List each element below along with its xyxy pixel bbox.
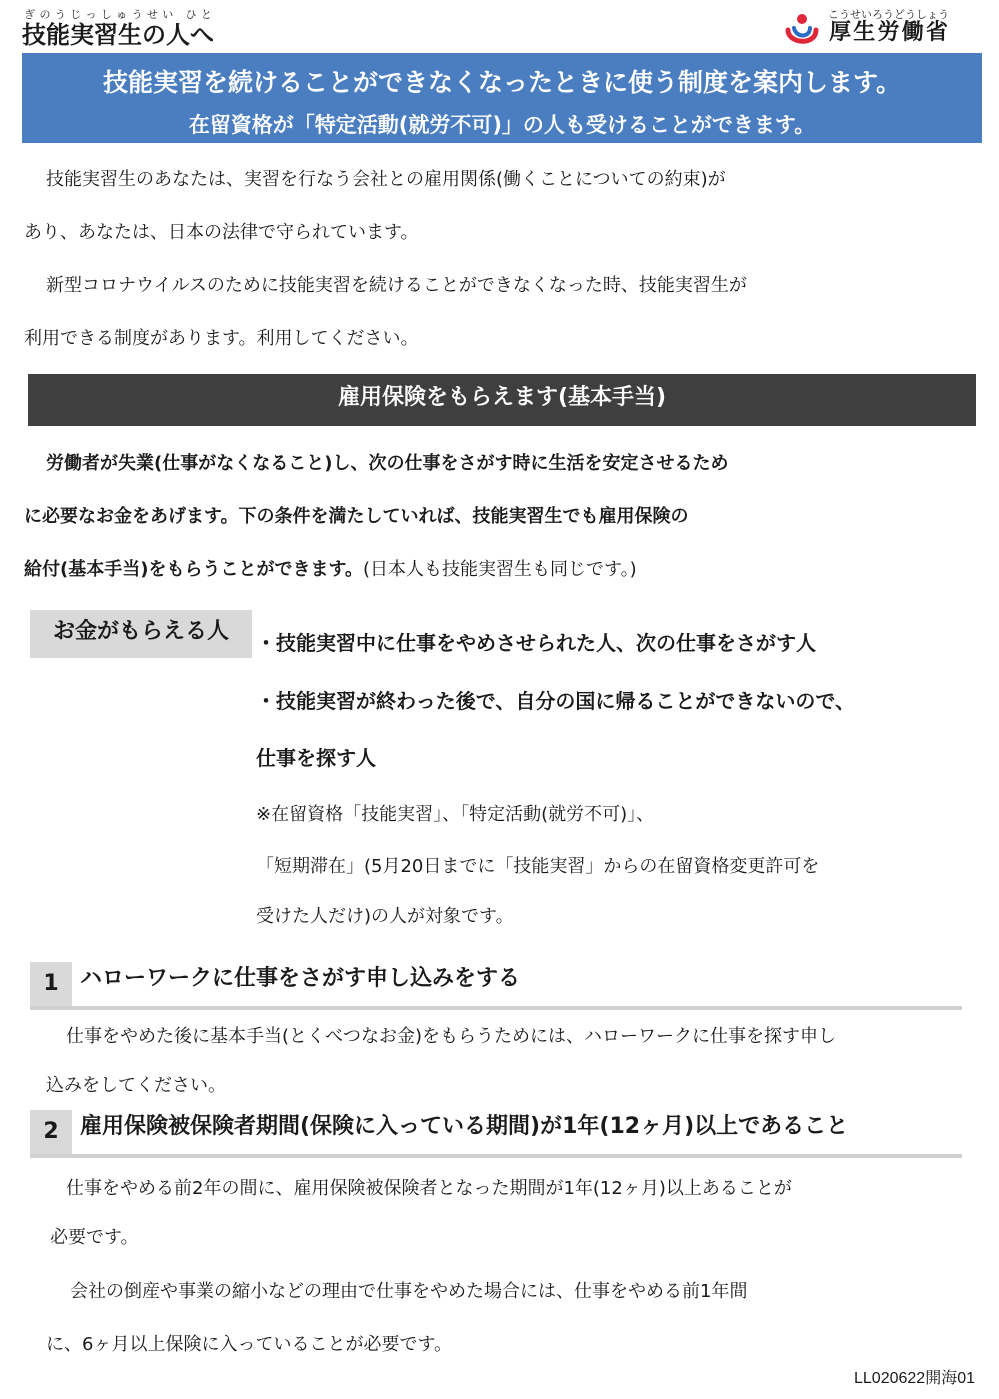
intro-paragraph-1a: 技能実習生のあなたは、実習を行なう会社との雇用関係(働くことについての約束)が xyxy=(46,169,726,190)
ministry-block xyxy=(782,4,992,50)
eligible-item-2a: ・技能実習が終わった後で、自分の国に帰ることができないので、 xyxy=(256,689,855,713)
step-1-header xyxy=(30,962,962,1010)
section-paragraph-1: 労働者が失業(仕事がなくなること)し、次の仕事をさがす時に生活を安定させるため xyxy=(46,453,729,474)
step-2-body-4: に、6ヶ月以上保険に入っていることが必要です。 xyxy=(46,1334,453,1355)
step-1-title: ハローワークに仕事をさがす申し込みをする xyxy=(80,966,521,991)
step-2-body-2: 必要です。 xyxy=(50,1227,139,1248)
eligible-label-box xyxy=(30,610,252,658)
eligible-label: お金がもらえる人 xyxy=(52,619,229,644)
eligible-item-1: ・技能実習中に仕事をやめさせられた人、次の仕事をさがす人 xyxy=(256,631,816,655)
document-title: 技能実習生の人へぎのうじっしゅうせい ひと xyxy=(22,8,214,49)
section-paragraph-3-bold: 給付(基本手当)をもらうことができます。 xyxy=(24,559,364,580)
intro-paragraph-2a: 新型コロナウイルスのために技能実習を続けることができなくなった時、技能実習生が xyxy=(46,275,747,296)
intro-paragraph-2b: 利用できる制度があります。利用してください。 xyxy=(24,328,419,349)
section-paragraph-2: に必要なお金をあげます。下の条件を満たしていれば、技能実習生でも雇用保険の xyxy=(24,506,689,527)
step-2-body-3: 会社の倒産や事業の縮小などの理由で仕事をやめた場合には、仕事をやめる前1年間 xyxy=(70,1281,748,1302)
step-2-header xyxy=(30,1110,962,1158)
banner-line-2: 在留資格が「特定活動(就労不可)」の人も受けることができます。 xyxy=(188,113,816,137)
step-1-number: 1 xyxy=(30,962,72,1006)
step-2-number: 2 xyxy=(30,1110,72,1154)
eligible-note-3: 受けた人だけ)の人が対象です。 xyxy=(256,906,514,927)
section-paragraph-3-normal: (日本人も技能実習生も同じです。) xyxy=(363,559,637,580)
eligible-note-2: 「短期滞在」(5月20日までに「技能実習」からの在留資格変更許可を xyxy=(256,856,820,877)
ministry-name: 厚生労働省こうせいろうどうしょう xyxy=(828,8,949,45)
banner-line-1: 技能実習を続けることができなくなったときに使う制度を案内します。 xyxy=(102,68,901,97)
eligible-item-2b: 仕事を探す人 xyxy=(256,746,376,770)
step-2-body-1: 仕事をやめる前2年の間に、雇用保険被保険者となった期間が1年(12ヶ月)以上あることが xyxy=(66,1178,792,1199)
intro-paragraph-1b: あり、あなたは、日本の法律で守られています。 xyxy=(24,222,419,243)
section-paragraph-3 xyxy=(24,543,637,596)
ministry-logo-icon xyxy=(782,10,822,50)
section-heading-bar xyxy=(28,374,976,426)
eligible-note-1: ※在留資格「技能実習」、「特定活動(就労不可)」、 xyxy=(256,804,655,825)
intro-banner xyxy=(22,53,982,143)
step-1-body-1: 仕事をやめた後に基本手当(とくべつなお金)をもらうためには、ハローワークに仕事を探す申し xyxy=(66,1026,837,1047)
step-2-title: 雇用保険被保険者期間(保険に入っている期間)が1年(12ヶ月)以上であること xyxy=(80,1114,849,1139)
section-heading: 雇用保険をもらえます(基本手当) xyxy=(337,385,667,410)
document-code: LL020622開海01 xyxy=(854,1370,975,1387)
step-1-body-2: 込みをしてください。 xyxy=(46,1075,226,1096)
